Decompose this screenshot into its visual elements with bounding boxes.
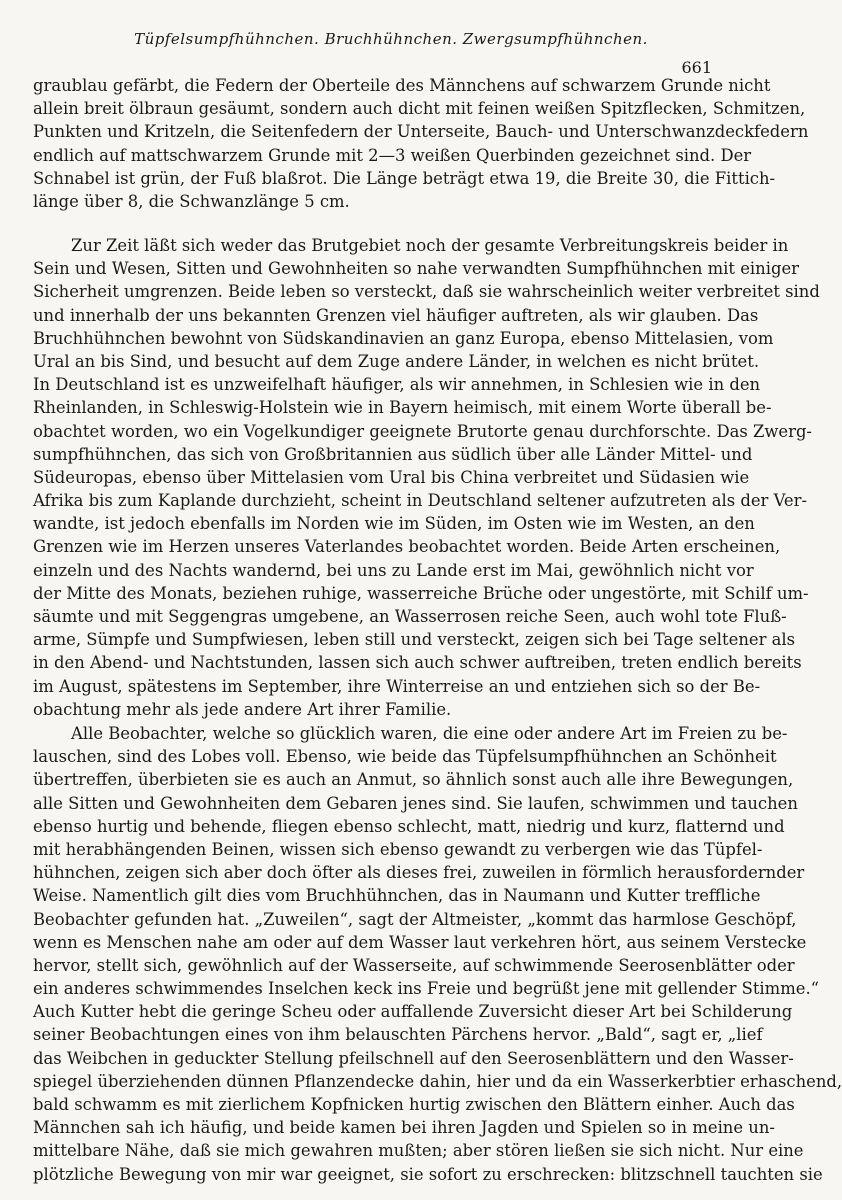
- text-line: graublau gefärbt, die Federn der Oberteile des Männchens auf schwarzem Grunde nicht: [33, 76, 771, 95]
- text-line: Zur Zeit läßt sich weder das Brutgebiet noch der gesamte Verbreitungskreis beider in: [71, 236, 789, 255]
- text-line: Afrika bis zum Kaplande durchzieht, scheint in Deutschland seltener aufzutreten als der Ver-: [33, 491, 807, 511]
- text-line: Schnabel ist grün, der Fuß blaßrot. Die Länge beträgt etwa 19, die Breite 30, die Fittich-: [33, 168, 776, 188]
- page-number: 661: [681, 58, 712, 77]
- running-head: Tüpfelsumpfhühnchen. Bruchhühnchen. Zwergsumpfhühnchen.: [134, 30, 648, 48]
- text-line: Sicherheit umgrenzen. Beide leben so versteckt, daß sie wahrscheinlich weiter verbreitet sind: [33, 282, 820, 302]
- text-line: Grenzen wie im Herzen unseres Vaterlandes beobachtet worden. Beide Arten erscheinen,: [33, 537, 781, 557]
- paragraph-2: [33, 234, 820, 721]
- paragraph-1: [33, 74, 809, 213]
- text-line: einzeln und des Nachts wandernd, bei uns zu Lande erst im Mai, gewöhnlich nicht vor: [33, 560, 754, 580]
- text-line: der Mitte des Monats, beziehen ruhige, wasserreiche Brüche oder ungestörte, mit Schilf um-: [33, 583, 809, 603]
- text-line: mit herabhängenden Beinen, wissen sich ebenso gewandt zu verbergen wie das Tüpfel-: [33, 839, 763, 859]
- text-line: obachtet worden, wo ein Vogelkundiger geeignete Brutorte genau durchforschte. Das Zwerg-: [33, 421, 812, 441]
- paragraph-3: [33, 722, 842, 1186]
- text-line: Alle Beobachter, welche so glücklich waren, die eine oder andere Art im Freien zu be-: [71, 724, 788, 743]
- text-line: arme, Sümpfe und Sumpfwiesen, leben still und versteckt, zeigen sich bei Tage seltener als: [33, 630, 796, 650]
- text-line: spiegel überziehenden dünnen Pflanzendecke dahin, hier und da ein Wasserkerbtier erhaschend,: [33, 1071, 842, 1091]
- text-line: ebenso hurtig und behende, fliegen ebenso schlecht, matt, niedrig und kurz, flatternd und: [33, 816, 785, 836]
- text-line: mittelbare Nähe, daß sie mich gewahren mußten; aber stören ließen sie sich nicht. Nur eine: [33, 1141, 804, 1161]
- text-line: bald schwamm es mit zierlichem Kopfnicken hurtig zwischen den Blättern einher. Auch das: [33, 1095, 795, 1114]
- text-line: endlich auf mattschwarzem Grunde mit 2—3 weißen Querbinden gezeichnet sind. Der: [33, 145, 752, 165]
- text-line: das Weibchen in geduckter Stellung pfeilschnell auf den Seerosenblättern und den Wasser-: [33, 1048, 794, 1068]
- text-line: ein anderes schwimmendes Inselchen keck ins Freie und begrüßt jene mit gellender Stimme.“: [33, 979, 820, 999]
- text-line: Ural an bis Sind, und besucht auf dem Zuge andere Länder, in welchen es nicht brütet.: [33, 351, 760, 371]
- text-line: Beobachter gefunden hat. „Zuweilen“, sagt der Altmeister, „kommt das harmlose Geschöpf,: [33, 909, 797, 929]
- text-line: und innerhalb der uns bekannten Grenzen viel häufiger auftreten, als wir glauben. Das: [33, 305, 759, 325]
- text-line: lauschen, sind des Lobes voll. Ebenso, wie beide das Tüpfelsumpfhühnchen an Schönheit: [33, 747, 777, 767]
- text-line: in den Abend- und Nachtstunden, lassen sich auch schwer auftreiben, treten endlich bereits: [33, 653, 802, 673]
- text-line: Punkten und Kritzeln, die Seitenfedern der Unterseite, Bauch- und Unterschwanzdeckfedern: [33, 122, 809, 142]
- text-line: Auch Kutter hebt die geringe Scheu oder auffallende Zuversicht dieser Art bei Schilderung: [33, 1002, 793, 1022]
- text-line: plötzliche Bewegung von mir war geeignet, sie sofort zu erschrecken: blitzschnell tauchten sie: [33, 1164, 823, 1184]
- text-line: hühnchen, zeigen sich aber doch öfter als dieses frei, zuweilen in förmlich herausfordernder: [33, 863, 805, 883]
- text-line: Bruchhühnchen bewohnt von Südskandinavien an ganz Europa, ebenso Mittelasien, vom: [33, 328, 774, 348]
- text-line: Sein und Wesen, Sitten und Gewohnheiten so nahe verwandten Sumpfhühnchen mit einiger: [33, 259, 799, 279]
- text-line: obachtung mehr als jede andere Art ihrer Familie.: [33, 699, 452, 719]
- text-line: allein breit ölbraun gesäumt, sondern auch dicht mit feinen weißen Spitzflecken, Schmitzen,: [33, 99, 806, 119]
- text-line: seiner Beobachtungen eines von ihm belauschten Pärchens hervor. „Bald“, sagt er, „lief: [33, 1025, 763, 1045]
- text-line: Männchen sah ich häufig, und beide kamen bei ihren Jagden und Spielen so in meine un-: [33, 1118, 775, 1138]
- text-line: Südeuropas, ebenso über Mittelasien vom Ural bis China verbreitet und Südasien wie: [33, 467, 750, 487]
- text-line: im August, spätestens im September, ihre Winterreise an und entziehen sich so der Be-: [33, 676, 761, 696]
- text-line: wenn es Menschen nahe am oder auf dem Wasser laut verkehren hört, aus seinem Verstecke: [33, 932, 807, 952]
- text-line: sumpfhühnchen, das sich von Großbritannien aus südlich über alle Länder Mittel- und: [33, 444, 753, 464]
- text-line: übertreffen, überbieten sie es auch an Anmut, so ähnlich sonst auch alle ihre Bewegungen,: [33, 770, 794, 790]
- text-line: In Deutschland ist es unzweifelhaft häufiger, als wir annehmen, in Schlesien wie in den: [33, 375, 761, 395]
- text-line: Weise. Namentlich gilt dies vom Bruchhühnchen, das in Naumann und Kutter treffliche: [33, 886, 761, 906]
- text-line: säumte und mit Seggengras umgebene, an Wasserrosen reiche Seen, auch wohl tote Fluß-: [33, 607, 787, 626]
- text-line: hervor, stellt sich, gewöhnlich auf der Wasserseite, auf schwimmende Seerosenblätter oder: [33, 955, 795, 975]
- text-line: wandte, ist jedoch ebenfalls im Norden wie im Süden, im Osten wie im Westen, an den: [33, 514, 755, 534]
- text-line: alle Sitten und Gewohnheiten dem Gebaren jenes sind. Sie laufen, schwimmen und tauchen: [33, 793, 798, 813]
- text-line: länge über 8, die Schwanzlänge 5 cm.: [33, 191, 350, 211]
- text-line: Rheinlanden, in Schleswig-Holstein wie in Bayern heimisch, mit einem Worte überall be-: [33, 398, 772, 418]
